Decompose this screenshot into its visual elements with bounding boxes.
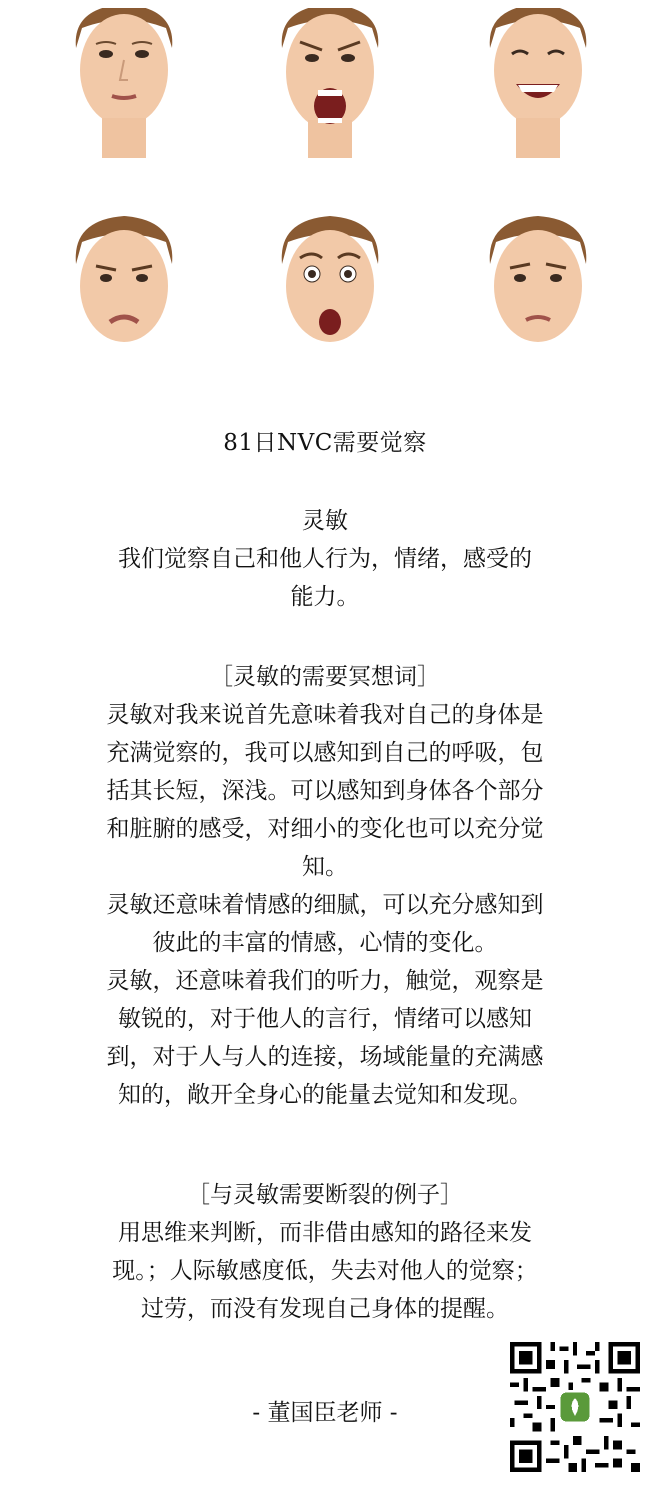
examples-heading: ［与灵敏需要断裂的例子］	[187, 1182, 463, 1208]
meditation-line: 灵敏，还意味着我们的听力，触觉，观察是	[106, 968, 544, 994]
meditation-line: 灵敏还意味着情感的细腻，可以充分感知到	[106, 892, 544, 918]
meditation-heading: ［灵敏的需要冥想词］	[210, 664, 440, 690]
examples-line: 现。；人际敏感度低，失去对他人的觉察；	[112, 1258, 538, 1284]
meditation-line: 灵敏对我来说首先意味着我对自己的身体是	[106, 702, 544, 728]
meditation-line: 到，对于人与人的连接，场域能量的充满感	[106, 1044, 544, 1070]
laughing-face	[476, 8, 600, 158]
page-title: 81日NVC需要觉察	[223, 430, 427, 456]
neutral-face	[62, 8, 186, 158]
meditation-line: 和脏腑的感受，对细小的变化也可以充分觉	[106, 816, 544, 842]
examples-line: 用思维来判断，而非借由感知的路径来发	[118, 1220, 532, 1246]
definition-line: 我们觉察自己和他人行为，情绪，感受的	[118, 546, 532, 572]
meditation-block	[60, 658, 590, 1114]
author-signature: - 董国臣老师 -	[252, 1400, 398, 1426]
frowning-face	[62, 214, 186, 364]
examples-line: 过劳，而没有发现自己身体的提醒。	[141, 1296, 509, 1322]
faces-grid	[0, 0, 650, 380]
qr-code	[510, 1342, 640, 1472]
meditation-line: 知。	[302, 854, 348, 880]
angry-face	[268, 8, 392, 158]
meditation-line: 彼此的丰富的情感，心情的变化。	[152, 930, 498, 956]
examples-block	[60, 1176, 590, 1328]
meditation-line: 知的，敞开全身心的能量去觉知和发现。	[118, 1082, 532, 1108]
definition-line: 能力。	[290, 584, 360, 610]
meditation-line: 敏锐的，对于他人的言行，情绪可以感知	[118, 1006, 532, 1032]
surprised-face	[268, 214, 392, 364]
definition-term: 灵敏	[302, 508, 348, 534]
meditation-line: 充满觉察的，我可以感知到自己的呼吸，包	[106, 740, 544, 766]
sad-face	[476, 214, 600, 364]
meditation-line: 括其长短，深浅。可以感知到身体各个部分	[106, 778, 544, 804]
definition-block	[60, 502, 590, 616]
